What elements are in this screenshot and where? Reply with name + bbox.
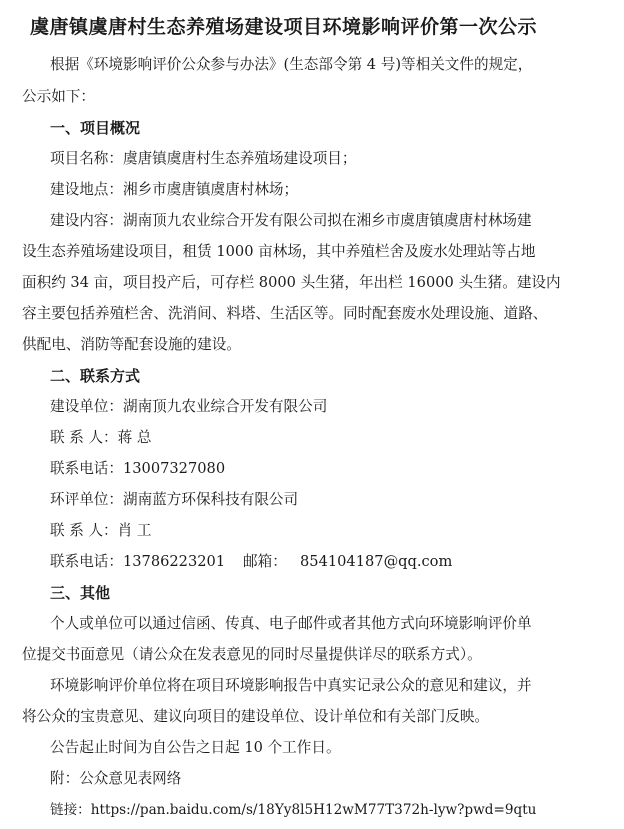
eia-contact: 联 系 人：肖 工 [50,522,152,539]
email-address: 854104187@qq.com [300,553,453,570]
section3-heading: 三、其他 [50,584,111,602]
notice-period: 公告起止时间为自公告之日起 10 个工作日。 [50,739,341,756]
builder-phone: 联系电话：13007327080 [50,460,226,477]
eia-phone: 联系电话：13786223201 [50,553,226,570]
other-para1-line-2: 位提交书面意见（请公众在发表意见的同时尽量提供详尽的联系方式）。 [22,646,482,663]
section2-heading: 二、联系方式 [50,367,141,385]
document-title: 虞唐镇虞唐村生态养殖场建设项目环境影响评价第一次公示 [30,16,538,38]
eia-unit: 环评单位：湖南蓝方环保科技有限公司 [50,491,299,508]
other-para2-line-2: 将公众的宝贵意见、建议向项目的建设单位、设计单位和有关部门反映。 [22,708,490,725]
project-content-line-2: 设生态养殖场建设项目，租赁 1000 亩林场，其中养殖栏舍及废水处理站等占地 [22,243,536,260]
other-para1-line-1: 个人或单位可以通过信函、传真、电子邮件或者其他方式向环境影响评价单 [50,615,532,632]
builder-contact: 联 系 人：蒋 总 [50,429,152,446]
intro-line-1: 根据《环境影响评价公众参与办法》(生态部令第 4 号)等相关文件的规定， [50,56,533,73]
attachment-label: 附：公众意见表网络 [50,770,182,787]
email-label: 邮箱： [243,553,287,570]
project-content-line-5: 供配电、消防等配套设施的建设。 [22,336,241,353]
download-link[interactable]: 链接：https://pan.baidu.com/s/18Yy8l5H12wM77T372h-lyw?pwd=9qtu [50,802,537,818]
other-para2-line-1: 环境影响评价单位将在项目环境影响报告中真实记录公众的意见和建议，并 [50,677,532,694]
project-content-line-3: 面积约 34 亩，项目投产后，可存栏 8000 头生猪，年出栏 16000 头生猪。建设内 [22,274,561,291]
builder-unit: 建设单位：湖南顶九农业综合开发有限公司 [50,398,328,415]
project-name: 项目名称：虞唐镇虞唐村生态养殖场建设项目； [50,150,357,167]
project-content-line-1: 建设内容：湖南顶九农业综合开发有限公司拟在湘乡市虞唐镇虞唐村林场建 [50,212,532,229]
project-location: 建设地点：湘乡市虞唐镇虞唐村林场； [50,181,299,198]
section1-heading: 一、项目概况 [50,119,141,137]
project-content-line-4: 容主要包括养殖栏舍、洗消间、料塔、生活区等。同时配套废水处理设施、道路、 [22,305,548,322]
intro-line-2: 公示如下： [22,88,95,105]
